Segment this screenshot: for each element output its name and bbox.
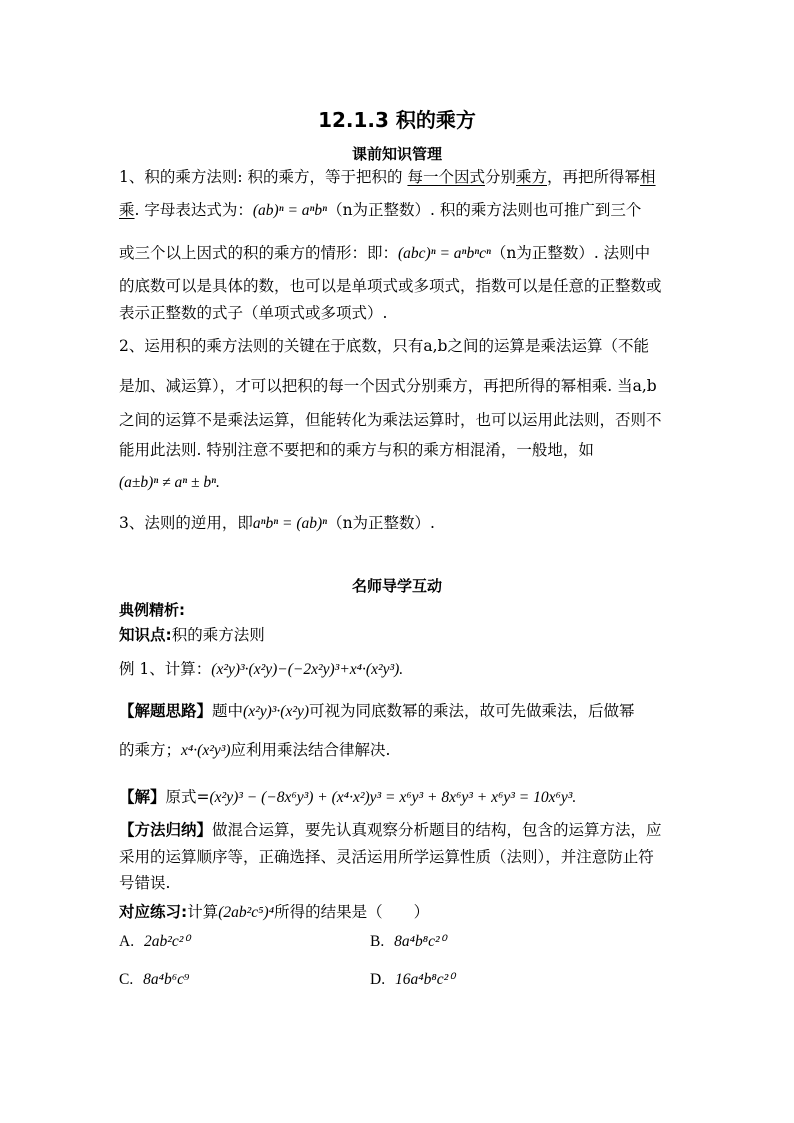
formula-three-factor: (abc)ⁿ = aⁿbⁿcⁿ — [398, 245, 491, 262]
para2-line3: 之间的运算不是乘法运算，但能转化为乘法运算时，也可以运用此法则，否则不 — [119, 411, 662, 429]
para1-line3: 或三个以上因式的积的乘方的情形：即：(abc)ⁿ = aⁿbⁿcⁿ（n为正整数）. 法则中 — [119, 244, 651, 262]
knowledge-point: 知识点:积的乘方法则 — [119, 626, 265, 644]
idea-line1: 【解题思路】题中(x²y)³·(x²y)可视为同底数幂的乘法，故可先做乘法，后做幂 — [119, 702, 635, 720]
section-heading-pre-class: 课前知识管理 — [351, 145, 442, 163]
option-a[interactable]: A. 2ab²c²⁰ — [119, 933, 190, 950]
option-c[interactable]: C. 8a⁴b⁶c⁹ — [119, 971, 190, 988]
idea-line2: 的乘方；x⁴·(x²y³)应利用乘法结合律解决. — [119, 741, 391, 759]
option-b[interactable]: B. 8a⁴b⁸c²⁰ — [370, 933, 446, 950]
para3-line1: 3、法则的逆用，即aⁿbⁿ = (ab)ⁿ（n为正整数）. — [119, 514, 435, 532]
para1-line2: 乘. 字母表达式为：(ab)ⁿ = aⁿbⁿ（n为正整数）. 积的乘方法则也可推广到三个 — [119, 201, 642, 219]
page-title: 12.1.3 积的乘方 — [318, 108, 476, 132]
section-heading-teacher-guide: 名师导学互动 — [351, 577, 442, 595]
formula-sum-power-inequality: (a±b)ⁿ ≠ aⁿ ± bⁿ. — [119, 474, 220, 491]
example-expression: (x²y)³·(x²y)−(−2x²y)³+x⁴·(x²y³). — [211, 661, 404, 678]
para1-line1: 1、积的乘方法则: 积的乘方，等于把积的 每一个因式分别乘方，再把所得幂相 — [119, 168, 656, 186]
para2-line1: 2、运用积的乘方法则的关键在于底数，只有a,b之间的运算是乘法运算（不能 — [119, 337, 649, 355]
method-line3: 号错误. — [119, 874, 171, 892]
formula-inverse-rule: aⁿbⁿ = (ab)ⁿ — [252, 515, 328, 532]
para2-line2: 是加、减运算），才可以把积的每一个因式分别乘方，再把所得的幂相乘. 当a,b — [119, 377, 657, 395]
practice-question: 对应练习:计算(2ab²c⁵)⁴所得的结果是（ ） — [119, 903, 430, 921]
para1-line5: 表示正整数的式子（单项式或多项式）. — [119, 304, 388, 322]
formula-product-power: (ab)ⁿ = aⁿbⁿ — [252, 202, 328, 219]
para1-line4: 的底数可以是具体的数，也可以是单项式或多项式，指数可以是任意的正整数或 — [119, 277, 662, 295]
para2-formula — [119, 472, 679, 493]
option-d[interactable]: D. 16a⁴b⁸c²⁰ — [370, 971, 455, 988]
method-line2: 采用的运算顺序等，正确选择、灵活运用所学运算性质（法则），并注意防止符 — [119, 848, 654, 866]
typical-examples-label: 典例精析: — [119, 601, 185, 619]
method-line1: 【方法归纳】做混合运算，要先认真观察分析题目的结构，包含的运算方法，应 — [119, 821, 662, 839]
example-1: 例 1、计算：(x²y)³·(x²y)−(−2x²y)³+x⁴·(x²y³). — [119, 660, 404, 678]
para2-line4: 能用此法则. 特别注意不要把和的乘方与积的乘方相混淆，一般地，如 — [119, 441, 594, 459]
solution-line: 【解】原式=(x²y)³ − (−8x⁶y³) + (x⁴·x²)y³ = x⁶y³ + 8x⁶y³ + x⁶y³ = 10x⁶y³. — [119, 788, 577, 806]
